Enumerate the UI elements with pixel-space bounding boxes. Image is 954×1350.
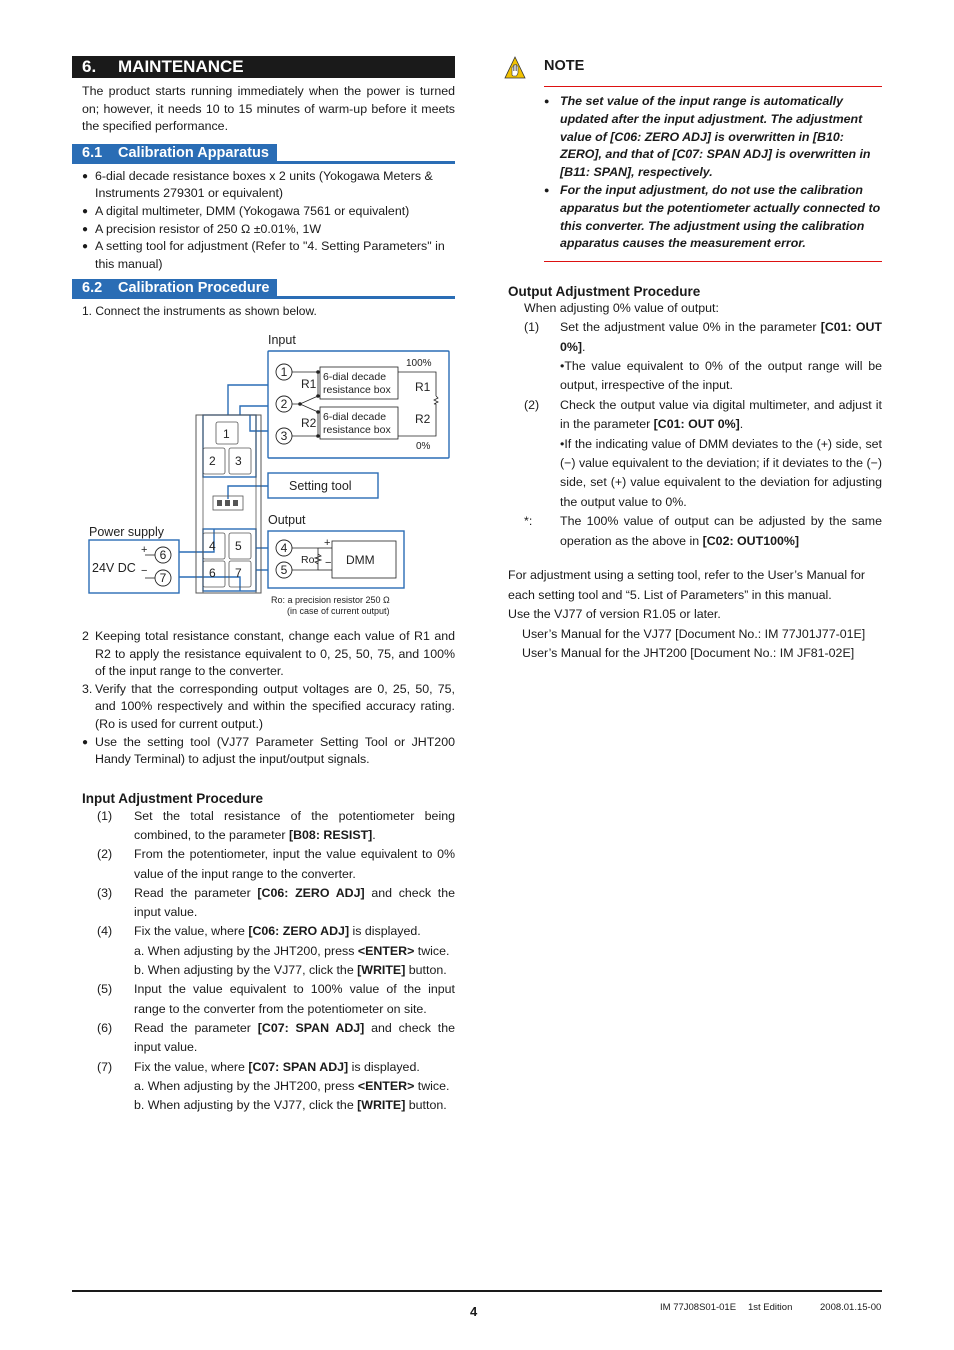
date: 2008.01.15-00: [820, 1302, 882, 1313]
pct-0-label: 0%: [416, 440, 431, 452]
ro-note: Ro: a precision resistor 250 Ω: [271, 594, 390, 605]
input-adj-steps: [72, 807, 455, 1116]
terminal-label: 2: [209, 453, 216, 468]
minus-sign: −: [325, 556, 332, 569]
subsection-title: Calibration Procedure: [118, 280, 270, 297]
manual-reference: User’s Manual for the VJ77 [Document No.: IM 77J01J77-01E]: [522, 626, 866, 641]
list-item: ● 6-dial decade resistance boxes x 2 units (Yokogawa Meters & Instruments 279301 or equivalent): [82, 168, 455, 203]
list-item: 2 Keeping total resistance constant, change each value of R1 and R2 to apply the resistance equivalent to 0, 25, 50, 75, and 100% of the input range to the converter.: [82, 628, 455, 679]
terminal-label: 7: [159, 570, 167, 585]
section-number: 6.: [82, 57, 97, 76]
output-adj-title: Output Adjustment Procedure: [508, 284, 701, 300]
input-adj-title: Input Adjustment Procedure: [82, 790, 264, 806]
list-item: (2) From the potentiometer, input the value equivalent to 0% value of the input range to the converter.: [97, 847, 455, 881]
apparatus-list: [82, 168, 455, 274]
terminal-label: 4: [280, 540, 288, 555]
list-item: b. When adjusting by the VJ77, click the [WRITE] button.: [134, 963, 447, 978]
plus-sign: +: [324, 536, 331, 549]
list-item: •If the indicating value of DMM deviates to the (+) side, set (−) value equivalent to the deviation; if it deviates to the (−) side, set (+) value equivalent to the deviation for adjusting the output value to 0%.: [560, 436, 882, 509]
subsection-6-2-heading: [72, 279, 455, 299]
right-column: [504, 56, 882, 664]
decade-box-label: resistance box: [323, 383, 391, 396]
r1-label: R1: [301, 376, 317, 391]
ro-label: Ro: [301, 553, 315, 566]
terminal-label: 3: [235, 453, 242, 468]
note-box: [544, 86, 882, 262]
list-item: a. When adjusting by the JHT200, press <ENTER> twice.: [134, 943, 450, 958]
setting-tool-label: Setting tool: [289, 478, 352, 493]
manual-reference: User’s Manual for the JHT200 [Document No.: IM JF81-02E]: [522, 646, 855, 661]
terminal-label: 7: [235, 565, 242, 580]
terminal-label: 2: [280, 396, 288, 411]
r2-label: R2: [301, 415, 317, 430]
subsection-title: Calibration Apparatus: [118, 144, 269, 161]
terminal-label: 6: [209, 565, 216, 580]
step-1-text: 1. Connect the instruments as shown below.: [82, 304, 317, 319]
r1-label: R1: [415, 379, 431, 394]
list-item: *: The 100% value of output can be adjusted by the same operation as the above in [C02: OUT100%]: [524, 514, 882, 548]
terminal-label: 6: [159, 547, 167, 562]
list-item: •The value equivalent to 0% of the output range will be output, irrespective of the input.: [560, 358, 882, 393]
subsection-number: 6.2: [82, 280, 103, 297]
dmm-label: DMM: [346, 552, 375, 567]
list-item: ● A digital multimeter, DMM (Yokogawa 7561 or equivalent): [82, 203, 455, 221]
plus-sign: +: [141, 543, 148, 556]
caution-hand-icon: [504, 56, 526, 80]
list-item: b. When adjusting by the VJ77, click the [WRITE] button.: [134, 1098, 447, 1113]
decade-box-label: resistance box: [323, 423, 391, 436]
list-item: ● A precision resistor of 250 Ω ±0.01%, 1W: [82, 221, 455, 239]
list-item: ● The set value of the input range is automatically updated after the input adjustment. The adjustment value of [C06: ZERO ADJ] is overwritten in [B10: ZERO], and that of [C07: SPAN ADJ] is overwritten in [B11: SPAN], respectively.: [544, 93, 882, 182]
list-item: (5) Input the value equivalent to 100% value of the input range to the converter from the potentiometer on site.: [97, 982, 455, 1016]
list-item: ● Use the setting tool (VJ77 Parameter Setting Tool or JHT200 Handy Terminal) to adjust the input/output signals.: [82, 734, 455, 769]
wiring-diagram: [72, 324, 455, 624]
list-item: (1) Set the adjustment value 0% in the parameter [C01: OUT 0%].: [524, 320, 882, 354]
diagram-power-label: Power supply: [89, 524, 165, 539]
diagram-input-label: Input: [268, 332, 296, 347]
version-note: Use the VJ77 of version R1.05 or later.: [508, 607, 721, 622]
section-title: MAINTENANCE: [118, 57, 244, 76]
left-column: [72, 56, 455, 1115]
output-adj-lead: When adjusting 0% value of output:: [524, 301, 719, 316]
list-item: a. When adjusting by the JHT200, press <ENTER> twice.: [134, 1078, 450, 1093]
note-title: NOTE: [544, 58, 585, 74]
page-number: 4: [470, 1304, 478, 1319]
subsection-6-1-heading: [72, 144, 455, 164]
terminal-label: 1: [280, 364, 288, 379]
list-item: (1) Set the total resistance of the potentiometer being combined, to the parameter [B08: RESIST].: [97, 808, 455, 842]
terminal-label: 5: [280, 562, 288, 577]
pct-100-label: 100%: [406, 357, 432, 369]
list-item: (3) Read the parameter [C06: ZERO ADJ] and check the input value.: [97, 885, 455, 920]
edition: 1st Edition: [748, 1302, 793, 1313]
decade-box-label: 6-dial decade: [323, 370, 387, 383]
terminal-label: 1: [223, 426, 230, 441]
list-item: (2) Check the output value via digital multimeter, and adjust it in the parameter [C01: OUT 0%].: [524, 397, 882, 432]
document-number: IM 77J08S01-01E: [660, 1302, 737, 1313]
setting-tool-bullet: [82, 734, 455, 769]
list-item: 3. Verify that the corresponding output voltages are 0, 25, 50, 75, and 100% respectively and within the specified accuracy rating. (Ro is used for current output.): [82, 681, 455, 731]
footer-rule: [72, 1290, 882, 1292]
diagram-dc-label: 24V DC: [92, 560, 136, 575]
list-item: ● For the input adjustment, do not use the calibration apparatus but the potentiometer actually connected to this converter. The adjustment using the calibration apparatus causes the measurement error.: [544, 182, 882, 253]
minus-sign: −: [141, 564, 148, 577]
list-item: (6) Read the parameter [C07: SPAN ADJ] and check the input value.: [97, 1020, 456, 1055]
list-item: ● A setting tool for adjustment (Refer to "4. Setting Parameters" in this manual): [82, 238, 455, 273]
terminal-label: 4: [209, 538, 216, 553]
r2-label: R2: [415, 411, 431, 426]
list-item: (7) Fix the value, where [C07: SPAN ADJ] is displayed.: [97, 1059, 420, 1074]
setting-tool-reference: For adjustment using a setting tool, refer to the User’s Manual for each setting tool and “5. List of Parameters” in this manual.: [508, 568, 865, 602]
terminal-label: 5: [235, 538, 242, 553]
list-item: (4) Fix the value, where [C06: ZERO ADJ] is displayed.: [97, 924, 421, 939]
intro-text: The product starts running immediately when the power is turned on; however, it needs 10 to 15 minutes of warm-up before it meets the specified performance.: [82, 84, 455, 134]
procedure-steps: [82, 628, 455, 734]
decade-box-label: 6-dial decade: [323, 410, 387, 423]
ro-note: (in case of current output): [287, 605, 390, 616]
note-header: [504, 56, 882, 80]
diagram-output-label: Output: [268, 512, 306, 527]
subsection-number: 6.1: [82, 144, 103, 161]
section-heading: [72, 56, 455, 78]
terminal-label: 3: [280, 428, 288, 443]
